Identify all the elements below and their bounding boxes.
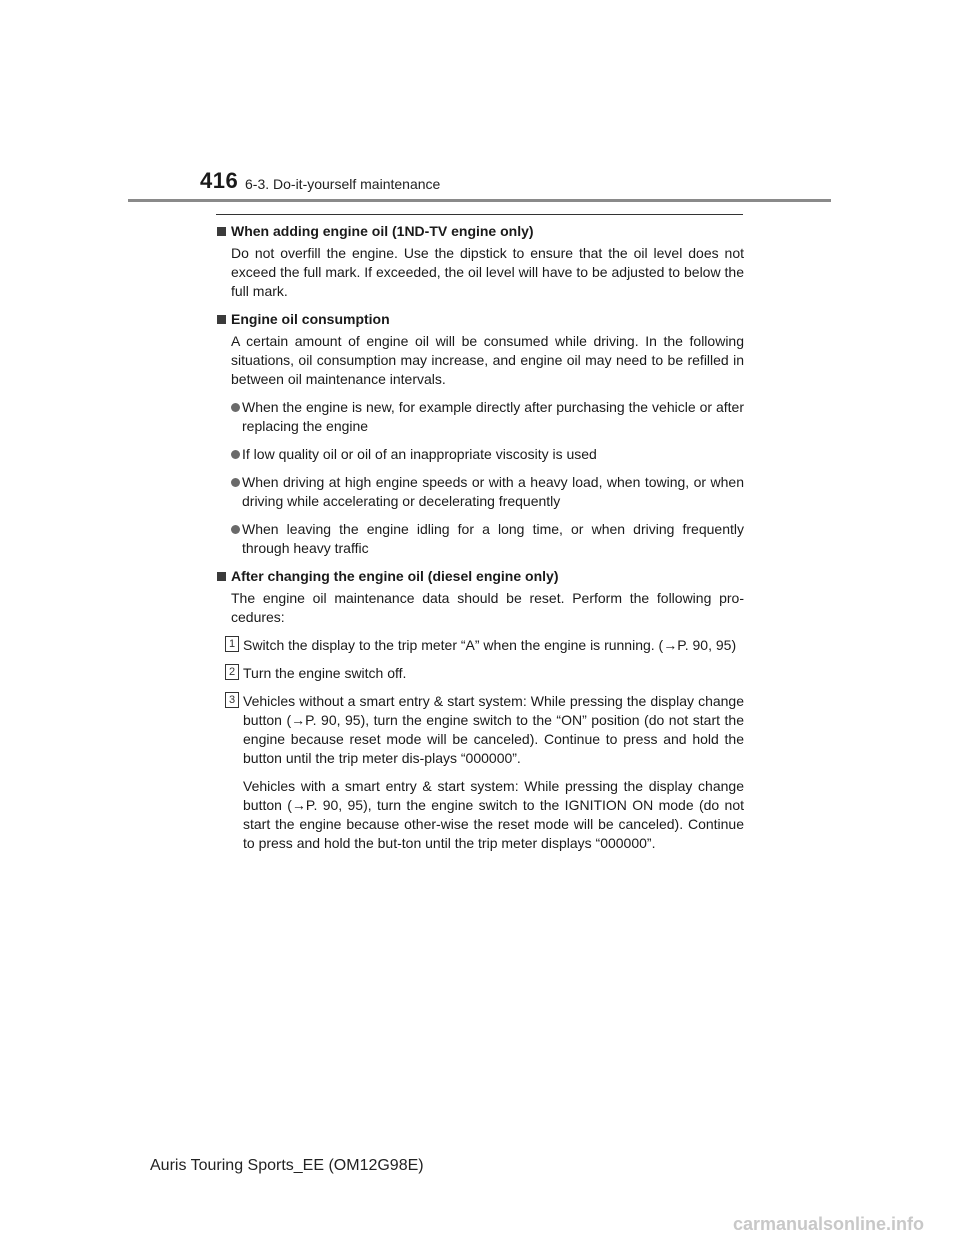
section-heading-after-changing [214,567,744,586]
step-text-secondary: Vehicles with a smart entry & start system: While pressing the display change button (→P. 90, 95), turn the engine switch to the IGNITION ON mode (do not start the engine because other-wise the reset mode will be canceled). Continue to press and hold the but-ton until the trip meter displays “000000”. [243,778,744,851]
page-content [214,222,744,862]
list-item: When driving at high engine speeds or with a heavy load, when towing, or when driving while accelerating or decelerating frequently [231,473,744,511]
heading-text: When adding engine oil (1ND-TV engine only) [231,223,534,239]
step-item [228,692,744,853]
header-rule [128,199,831,202]
watermark: carmanualsonline.info [733,1214,925,1234]
page-number: 416 [200,168,239,193]
section-heading-adding-oil [214,222,744,241]
step-number-badge: 1 [225,636,239,652]
footer-manual-title: Auris Touring Sports_EE (OM12G98E) [150,1157,424,1174]
list-item: When the engine is new, for example directly after purchasing the vehicle or after replacing the engine [231,398,744,436]
section-heading-oil-consumption [214,310,744,329]
step-number-badge: 3 [225,692,239,708]
paragraph: Do not overfill the engine. Use the dipstick to ensure that the oil level does not exceed the full mark. If exceeded, the oil level will have to be adjusted to below the full mark. [231,245,744,299]
step-number-badge: 2 [225,664,239,680]
step-item [228,664,744,683]
step-text: Turn the engine switch off. [243,665,407,681]
paragraph: A certain amount of engine oil will be consumed while driving. In the following situations, oil consumption may increase, and engine oil may need to be refilled in between oil maintenance intervals. [231,333,744,387]
square-bullet-icon [217,572,226,581]
section-rule [216,214,743,215]
paragraph: The engine oil maintenance data should be reset. Perform the following pro-cedures: [231,590,744,625]
heading-text: Engine oil consumption [231,311,390,327]
step-text: Switch the display to the trip meter “A” when the engine is running. (→P. 90, 95) [243,637,737,653]
square-bullet-icon [217,227,226,236]
step-text: Vehicles without a smart entry & start system: While pressing the display change button (→P. 90, 95), turn the engine switch to the “ON” position (do not start the engine because reset mode will be canceled). Continue to press and hold the button until the trip meter dis-plays “000000”. [243,693,744,766]
square-bullet-icon [217,315,226,324]
list-item: If low quality oil or oil of an inappropriate viscosity is used [231,445,744,464]
chapter-title: 6-3. Do-it-yourself maintenance [245,176,441,192]
heading-text: After changing the engine oil (diesel engine only) [231,568,559,584]
list-item: When leaving the engine idling for a long time, or when driving frequently through heavy traffic [231,520,744,558]
step-item [228,636,744,655]
